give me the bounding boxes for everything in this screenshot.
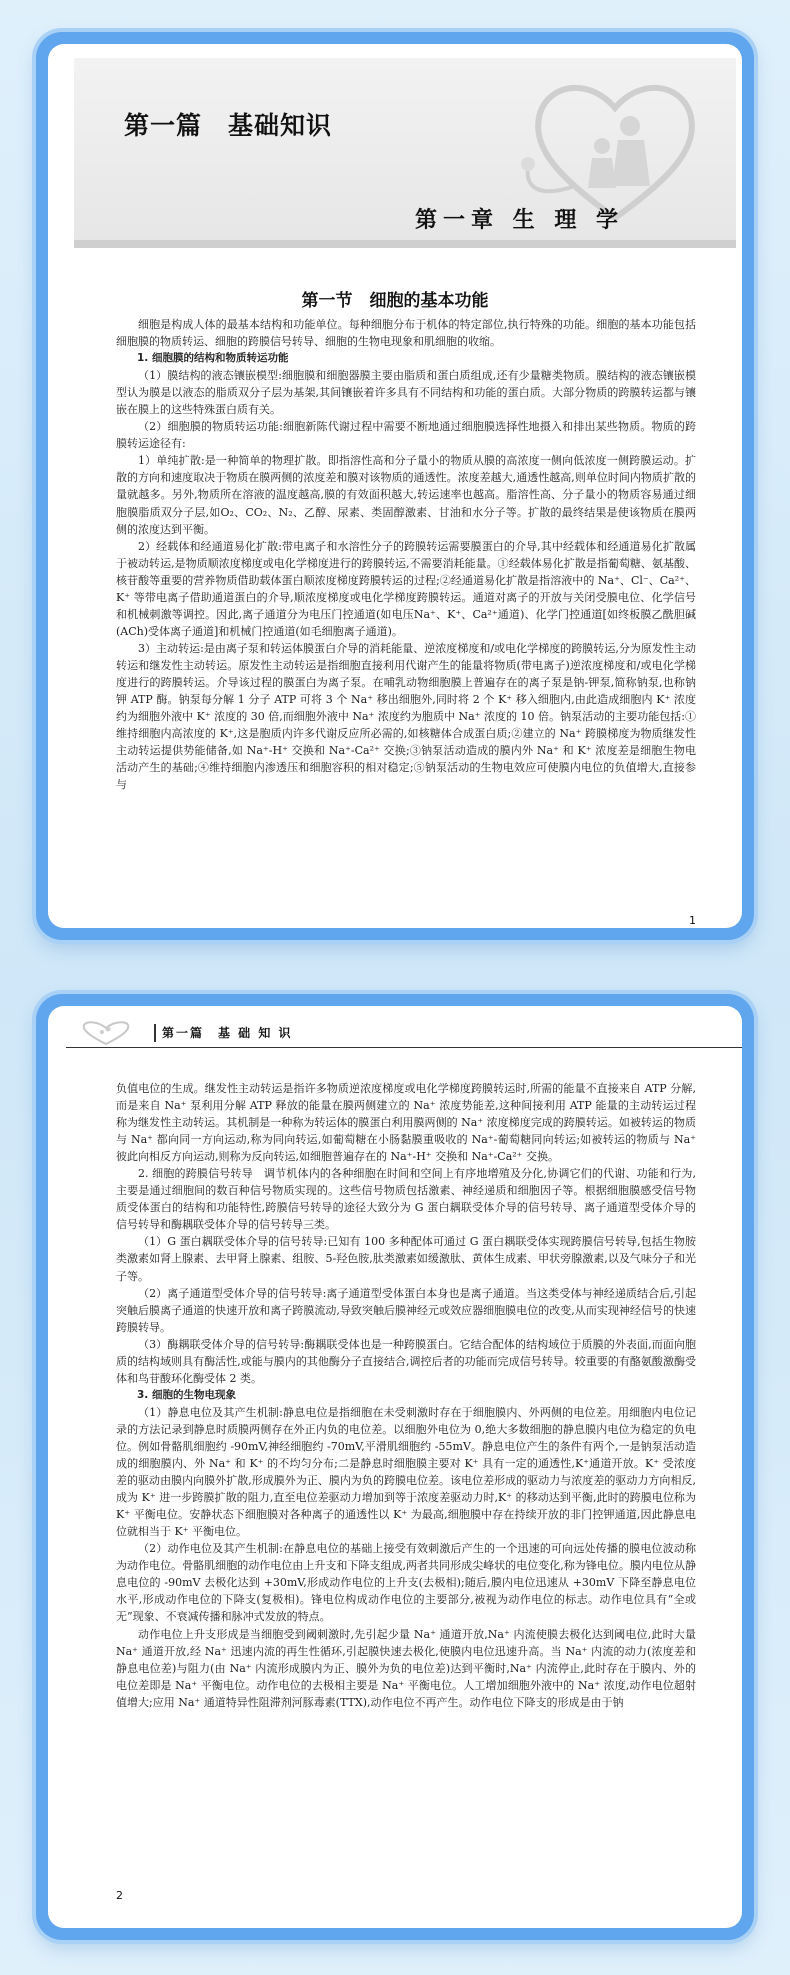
body-paragraph: （2）离子通道型受体介导的信号转导:离子通道型受体蛋白本身也是离子通道。当这类受体与神经递质结合后,引起突触后膜离子通道的快速开放和离子跨膜流动,导致突触后膜神经元或效应器细胞膜电位的改变,从而实现神经信号的快速跨膜转导。	[116, 1286, 696, 1334]
body-paragraph: （1）膜结构的液态镶嵌模型:细胞膜和细胞器膜主要由脂质和蛋白质组成,还有少量糖类物质。膜结构的液态镶嵌模型认为膜是以液态的脂质双分子层为基架,其间镶嵌着许多具有不同结构和功能的蛋白质。大部分物质的跨膜转运都与镶嵌在膜上的这些特殊蛋白质有关。	[116, 369, 696, 417]
body-paragraph: （1）静息电位及其产生机制:静息电位是指细胞在未受刺激时存在于细胞膜内、外两侧的电位差。用细胞内电位记录的方法记录到静息时质膜两侧存在外正内负的电位差。以细胞外电位为 0,绝大多数细胞的静息膜内电位为稳定的负电位。例如骨骼肌细胞约 -90mV,神经细胞约 -70mV,平滑肌细胞约 -55mV。静息电位产生的条件有两个,一是钠泵活动造成的细胞膜内、外 Na⁺ 和 K⁺ 的不均匀分布;二是静息时细胞膜主要对 K⁺ 具有一定的通透性,K⁺通道开放。K⁺ 受浓度差的驱动由膜内向膜外扩散,形成膜外为正、膜内为负的跨膜电位差。该电位差形成的驱动力与浓度差的驱动力方向相反,成为 K⁺ 进一步跨膜扩散的阻力,直至电位差驱动力增加到等于浓度差驱动力时,K⁺ 的移动达到平衡,此时的跨膜电位称为 K⁺ 平衡电位。安静状态下细胞膜对各种离子的通透性以 K⁺ 为最高,细胞膜中存在持续开放的非门控钾通道,因此静息电位就相当于 K⁺ 平衡电位。	[116, 1405, 696, 1539]
page-2-body	[116, 1080, 696, 1711]
section-title: 第一节 细胞的基本功能	[301, 291, 489, 311]
running-header-title: 第一篇 基 础 知 识	[162, 1026, 293, 1040]
page-2	[48, 1006, 742, 1928]
body-paragraph: （3）酶耦联受体介导的信号转导:酶耦联受体也是一种跨膜蛋白。它结合配体的结构域位于质膜的外表面,而面向胞质的结构域则具有酶活性,或能与膜内的其他酶分子直接结合,调控后者的功能而完成信号转导。较重要的有酪氨酸激酶受体和鸟苷酸环化酶受体 2 类。	[116, 1337, 696, 1385]
subsection-heading: 1. 细胞膜的结构和物质转运功能	[137, 352, 289, 365]
body-paragraph: 3）主动转运:是由离子泵和转运体膜蛋白介导的消耗能量、逆浓度梯度和/或电化学梯度的跨膜转运,分为原发性主动转运和继发性主动转运。原发性主动转运是指细胞直接利用代谢产生的能量将物质(带电离子)逆浓度梯度和/或电化学梯度进行的跨膜转运。介导该过程的膜蛋白为离子泵。在哺乳动物细胞膜上普遍存在的离子泵是钠-钾泵,简称钠泵,也称钠钾 ATP 酶。钠泵每分解 1 分子 ATP 可将 3 个 Na⁺ 移出细胞外,同时将 2 个 K⁺ 移入细胞内,由此造成细胞内 K⁺ 浓度约为细胞外液中 K⁺ 浓度的 30 倍,而细胞外液中 Na⁺ 浓度约为胞质中 Na⁺ 浓度的 10 倍。钠泵活动的主要功能包括:①维持细胞内高浓度的 K⁺,这是胞质内许多代谢反应所必需的,如核糖体合成蛋白质;②建立的 Na⁺ 跨膜梯度为物质继发性主动转运提供势能储备,如 Na⁺-H⁺ 交换和 Na⁺-Ca²⁺ 交换;③钠泵活动造成的膜内外 Na⁺ 和 K⁺ 浓度差是细胞生物电活动产生的基础;④维持细胞内渗透压和细胞容积的相对稳定;⑤钠泵活动的生物电效应可使膜内电位的负值增大,直接参与	[116, 641, 696, 792]
page-1-frame	[36, 32, 754, 940]
page-1	[48, 44, 742, 928]
body-paragraph: 1）单纯扩散:是一种简单的物理扩散。即指溶性高和分子量小的物质从膜的高浓度一侧向低浓度一侧跨膜运动。扩散的方向和速度取决于物质在膜两侧的浓度差和膜对该物质的通透性。浓度差越大,通透性越高,则单位时间内物质扩散的量就越多。另外,物质所在溶液的温度越高,膜的有效面积越大,转运速率也越高。脂溶性高、分子量小的物质容易通过细胞膜脂质双分子层,如O₂、CO₂、N₂、乙醇、尿素、类固醇激素、甘油和水分子等。扩散的最终结果是使该物质在膜两侧的浓度达到平衡。	[116, 454, 696, 536]
mini-heart-logo-icon	[78, 1020, 134, 1046]
header-separator	[154, 1024, 156, 1042]
body-paragraph: （2）动作电位及其产生机制:在静息电位的基础上接受有效刺激后产生的一个迅速的可向远处传播的膜电位波动称为动作电位。骨骼肌细胞的动作电位由上升支和下降支组成,两者共同形成尖峰状的电位变化,称为锋电位。膜内电位从静息电位的 -90mV 去极化达到 +30mV,形成动作电位的上升支(去极相);随后,膜内电位迅速从 +30mV 下降至静息电位水平,形成动作电位的下降支(复极相)。锋电位构成动作电位的主要部分,被视为动作电位的标志。动作电位具有“全或无”现象、不衰减传播和脉冲式发放的特点。	[116, 1542, 696, 1624]
body-paragraph: 动作电位上升支形成是当细胞受到阈刺激时,先引起少量 Na⁺ 通道开放,Na⁺ 内流使膜去极化达到阈电位,此时大量 Na⁺ 通道开放,经 Na⁺ 迅速内流的再生性循环,引起膜快速去极化,使膜内电位迅速升高。当 Na⁺ 内流的动力(浓度差和静息电位差)与阻力(由 Na⁺ 内流形成膜内为正、膜外为负的电位差)达到平衡时,Na⁺ 内流停止,此时存在于膜内、外的电位差即是 Na⁺ 平衡电位。动作电位的去极相主要是 Na⁺ 平衡电位。人工增加细胞外液中的 Na⁺ 浓度,动作电位超射值增大;应用 Na⁺ 通道特异性阻滞剂河豚毒素(TTX),动作电位不再产生。动作电位下降支的形成是由于钠	[116, 1627, 696, 1709]
page-number: 2	[116, 1889, 123, 1902]
body-paragraph: 2）经载体和经通道易化扩散:带电离子和水溶性分子的跨膜转运需要膜蛋白的介导,其中经载体和经通道易化扩散属于被动转运,是物质顺浓度梯度或电化学梯度进行的跨膜转运,不需要消耗能量。①经载体易化扩散是指葡萄糖、氨基酸、核苷酸等重要的营养物质借助载体蛋白顺浓度梯度跨膜转运的过程;②经通道易化扩散是指溶液中的 Na⁺、Cl⁻、Ca²⁺、K⁺ 等带电离子借助通道蛋白的介导,顺浓度梯度或电化学梯度跨膜转运。通道对离子的开放与关闭受膜电位、化学信号和机械刺激等调控。因此,离子通道分为电压门控通道(如电压Na⁺、K⁺、Ca²⁺通道)、化学门控通道[如终板膜乙酰胆碱(ACh)受体离子通道]和机械门控通道(如毛细胞离子通道)。	[116, 539, 696, 638]
subsection-heading: 3. 细胞的生物电现象	[137, 1388, 236, 1401]
chapter-title: 第一章 生 理 学	[415, 208, 624, 233]
page-number: 1	[689, 914, 696, 927]
page-2-frame	[36, 994, 754, 1940]
body-paragraph: 细胞是构成人体的最基本结构和功能单位。每种细胞分布于机体的特定部位,执行特殊的功能。细胞的基本功能包括细胞膜的物质转运、细胞的跨膜信号转导、细胞的生物电现象和肌细胞的收缩。	[116, 318, 696, 349]
header-band-rule	[74, 240, 736, 248]
body-paragraph: 2. 细胞的跨膜信号转导 调节机体内的各种细胞在时间和空间上有序地增殖及分化,协调它们的代谢、功能和行为,主要是通过细胞间的数百种信号物质实现的。这些信号物质包括激素、神经递质和细胞因子等。根据细胞膜感受信号物质受体蛋白的结构和功能特性,跨膜信号转导的途径大致分为 G 蛋白耦联受体介导的信号转导、离子通道型受体介导的信号转导和酶耦联受体介导的信号转导三类。	[116, 1167, 696, 1232]
part-title: 第一篇 基础知识	[124, 111, 333, 140]
page-1-body	[116, 316, 696, 793]
body-paragraph: （2）细胞膜的物质转运功能:细胞新陈代谢过程中需要不断地通过细胞膜选择性地摄入和排出某些物质。物质的跨膜转运途径有:	[116, 420, 696, 451]
body-paragraph: 负值电位的生成。继发性主动转运是指许多物质逆浓度梯度或电化学梯度跨膜转运时,所需的能量不直接来自 ATP 分解,而是来自 Na⁺ 泵利用分解 ATP 释放的能量在膜两侧建立的 Na⁺ 浓度势能差,这种间接利用 ATP 能量的主动转运过程称为继发性主动转运。其机制是一种称为转运体的膜蛋白利用膜两侧的 Na⁺ 浓度梯度完成的跨膜转运。如被转运的物质与 Na⁺ 都向同一方向运动,称为同向转运,如葡萄糖在小肠黏膜重吸收的 Na⁺-葡萄糖同向转运;如被转运的物质与 Na⁺ 彼此向相反方向运动,则称为反向转运,如细胞普遍存在的 Na⁺-H⁺ 交换和 Na⁺-Ca²⁺ 交换。	[116, 1082, 696, 1164]
running-header	[66, 1018, 742, 1048]
body-paragraph: （1）G 蛋白耦联受体介导的信号转导:已知有 100 多种配体可通过 G 蛋白耦联受体实现跨膜信号转导,包括生物胺类激素如肾上腺素、去甲肾上腺素、组胺、5-羟色胺,肽类激素如缓激肽、黄体生成素、甲状旁腺激素,以及气味分子和光子等。	[116, 1235, 696, 1283]
